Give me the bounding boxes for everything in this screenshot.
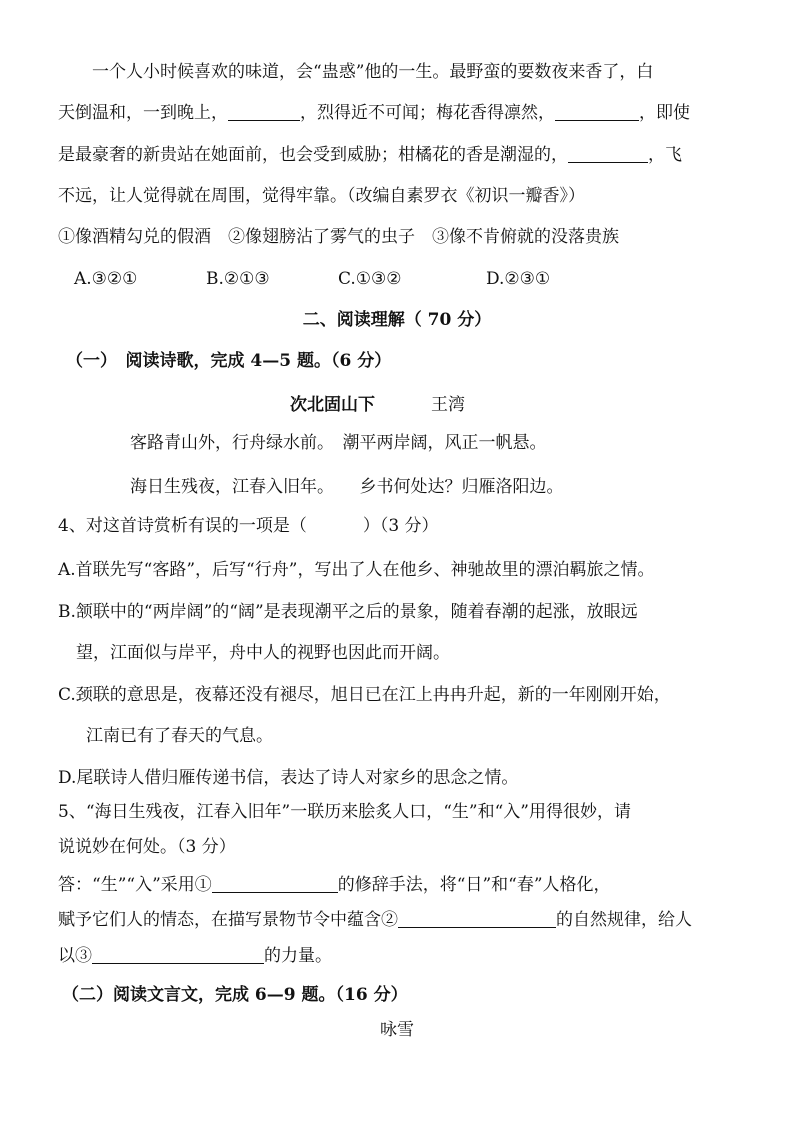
poem-line-1: 客路青山外，行舟绿水前。 潮平两岸阔，风正一帆悬。: [130, 433, 547, 453]
answer-text: 赋予它们人的情态，在描写景物节令中蕴含②: [58, 910, 398, 930]
option-c[interactable]: C.①③②: [338, 269, 402, 289]
fill-blank-2[interactable]: [555, 102, 639, 121]
answer-blank-1[interactable]: [212, 874, 338, 893]
q5-stem-line-1: 5、“海日生残夜，江春入旧年”一联历来脍炙人口，“生”和“入”用得很妙，请: [58, 802, 631, 822]
answer-text: 以③: [58, 946, 92, 966]
passage-text: 是最豪奢的新贵站在她面前，也会受到威胁；柑橘花的香是潮湿的，: [58, 145, 568, 165]
q3-options: [74, 267, 744, 291]
q5-answer-line-1: [58, 873, 744, 897]
fill-blank-3[interactable]: [568, 144, 648, 163]
q4-option-b-line-2: 望，江面似与岸平，舟中人的视野也因此而开阔。: [76, 643, 450, 663]
q4-option-b-line-1: B.颔联中的“两岸阔”的“阔”是表现潮平之后的景象，随着春潮的起涨，放眼远: [58, 602, 638, 622]
answer-blank-2[interactable]: [398, 909, 556, 928]
q4-stem-tail: ）（3 分）: [362, 516, 439, 536]
option-d[interactable]: D.②③①: [486, 269, 551, 289]
choice-list: ①像酒精勾兑的假酒 ②像翅膀沾了雾气的虫子 ③像不肯俯就的没落贵族: [58, 227, 619, 247]
answer-text: 的自然规律，给人: [556, 910, 692, 930]
passage-text: ，烈得近不可闻；梅花香得凛然，: [300, 103, 555, 123]
q5-answer-line-2: [58, 908, 744, 932]
passage-line-4: 不远，让人觉得就在周围，觉得牢靠。（改编自素罗衣《初识一瓣香》）: [58, 186, 585, 206]
q4-stem-text: 4、对这首诗赏析有误的一项是（: [58, 516, 307, 536]
q4-option-c-line-2: 江南已有了春天的气息。: [86, 726, 273, 746]
part-1-heading: （一） 阅读诗歌，完成 4—5 题。（6 分）: [66, 351, 392, 371]
poem-line-2: 海日生残夜，江春入旧年。 乡书何处达？归雁洛阳边。: [130, 477, 564, 497]
passage-line-1: 一个人小时候喜欢的味道，会“蛊惑”他的一生。最野蛮的要数夜来香了，白: [92, 62, 654, 82]
answer-text: 的力量。: [264, 946, 332, 966]
passage-text: ，飞: [648, 145, 682, 165]
q4-option-c-line-1: C.颈联的意思是，夜幕还没有褪尽，旭日已在江上冉冉升起，新的一年刚刚开始，: [58, 685, 671, 705]
option-b[interactable]: B.②①③: [206, 269, 270, 289]
section-2-title: 二、阅读理解（ 70 分）: [302, 310, 492, 330]
poem-title: 次北固山下: [290, 395, 375, 415]
passage-text: 天倒温和，一到晚上，: [58, 103, 228, 123]
passage-line-3: [58, 143, 744, 167]
q4-option-a: A.首联先写“客路”，后写“行舟”，写出了人在他乡、神驰故里的漂泊羁旅之情。: [58, 560, 655, 580]
q4-option-d: D.尾联诗人借归雁传递书信，表达了诗人对家乡的思念之情。: [58, 768, 519, 788]
answer-text: 的修辞手法，将“日”和“春”人格化，: [337, 875, 611, 895]
part-2-heading: （二）阅读文言文，完成 6—9 题。（16 分）: [62, 985, 408, 1005]
poem-header: [290, 393, 744, 417]
q5-stem-line-2: 说说妙在何处。（3 分）: [58, 837, 236, 857]
q4-stem: [58, 514, 744, 538]
poem-author: 王湾: [431, 395, 465, 415]
part-2-title: 咏雪: [380, 1020, 414, 1040]
fill-blank-1[interactable]: [228, 102, 300, 121]
q5-answer-line-3: [58, 944, 744, 968]
answer-text: 答：“生”“入”采用①: [58, 875, 212, 895]
passage-text: ，即使: [639, 103, 690, 123]
answer-blank-3[interactable]: [92, 945, 264, 964]
passage-line-2: [58, 101, 744, 125]
option-a[interactable]: A.③②①: [74, 269, 138, 289]
